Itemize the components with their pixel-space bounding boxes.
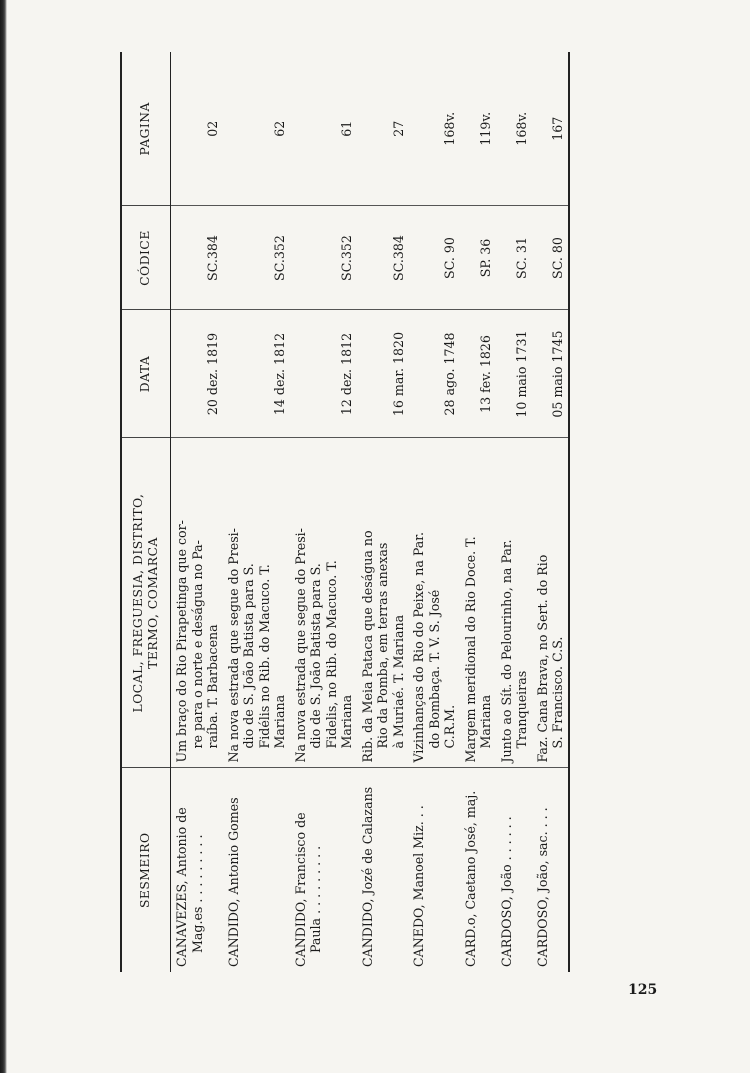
- local-line: Rib. da Meia Pataca que deságua no: [359, 530, 375, 763]
- sesmarias-table: [120, 52, 570, 972]
- header-data: DATA: [121, 310, 171, 438]
- table-row: [460, 52, 496, 972]
- pagina-cell: 61: [290, 52, 357, 206]
- sesmeiro-cell: [460, 768, 496, 972]
- local-cell: [290, 438, 357, 768]
- table-row: [408, 52, 460, 972]
- header-row: [121, 52, 171, 972]
- date-cell: 13 fev. 1826: [460, 310, 496, 438]
- local-cell: [357, 438, 409, 768]
- date-cell: 28 ago. 1748: [408, 310, 460, 438]
- local-line-cont: do Bombaça. T. V. S. José: [426, 589, 442, 749]
- local-cell: [171, 438, 223, 768]
- pagina-cell: 02: [171, 52, 223, 206]
- date-cell: 16 mar. 1820: [357, 310, 409, 438]
- sesmeiro-line: CANDIDO, Jozé de Calazans: [359, 786, 375, 967]
- header-pagina: PAGINA: [121, 52, 171, 206]
- local-cell: [460, 438, 496, 768]
- local-line: Junto ao Sít. do Pelourinho, na Par.: [498, 539, 514, 763]
- sesmeiro-cell: [532, 768, 569, 972]
- date-cell: 14 dez. 1812: [223, 310, 290, 438]
- codice-cell: SC.384: [357, 206, 409, 310]
- pagina-cell: 27: [357, 52, 409, 206]
- sesmeiro-cell: [496, 768, 532, 972]
- local-line-cont: Mariana: [339, 694, 354, 749]
- sesmeiro-cell: [223, 768, 290, 972]
- date-cell: 12 dez. 1812: [290, 310, 357, 438]
- pagina-cell: 168v.: [496, 52, 532, 206]
- sesmeiro-line: CANAVEZES, Antonio de: [174, 807, 189, 967]
- codice-cell: SC.352: [290, 206, 357, 310]
- local-line: Vizinhanças do Rio do Peixe, na Par.: [411, 532, 426, 763]
- page-number: 125: [628, 982, 658, 998]
- local-line-cont: Mariana: [478, 694, 493, 749]
- local-line-cont: S. Francisco. C.S.: [550, 636, 565, 749]
- sesmeiro-line: CANEDO, Manoel Miz. . .: [411, 805, 426, 967]
- date-cell: 20 dez. 1819: [171, 310, 223, 438]
- pagina-cell: 168v.: [408, 52, 460, 206]
- sesmeiro-line: CANDIDO, Francisco de: [292, 812, 308, 967]
- sesmeiro-line: CARD.o, Caetano José, maj.: [462, 790, 478, 967]
- codice-cell: SC. 31: [496, 206, 532, 310]
- header-sesmeiro: SESMEIRO: [121, 768, 171, 972]
- local-line-cont: Fidélis no Rib. do Macuco. T.: [256, 564, 272, 749]
- table-row: [357, 52, 409, 972]
- sesmeiro-line-cont: Mag.es . . . . . . . . .: [189, 834, 205, 953]
- local-line-cont: Fidelis, no Rib. do Macuco. T.: [323, 560, 339, 749]
- codice-cell: SC.352: [223, 206, 290, 310]
- date-cell: 05 maio 1745: [532, 310, 569, 438]
- sesmeiro-line: CANDIDO, Antonio Gomes: [225, 797, 241, 967]
- local-line-cont: Mariana: [272, 694, 287, 749]
- header-local: [121, 438, 171, 768]
- local-cell: [223, 438, 290, 768]
- local-line-cont: C.R.M.: [442, 704, 457, 749]
- sesmeiro-cell: [357, 768, 409, 972]
- codice-cell: SC. 80: [532, 206, 569, 310]
- local-line: Na nova estrada que segue do Presi-: [225, 528, 241, 763]
- sesmeiro-line: CARDOSO, João, sac. . . .: [534, 807, 550, 967]
- pagina-cell: 62: [223, 52, 290, 206]
- rotated-page-content: [120, 52, 650, 972]
- date-cell: 10 maio 1731: [496, 310, 532, 438]
- local-line-cont: re para o norte e deságua no Pa-: [189, 540, 205, 749]
- table-row: [532, 52, 569, 972]
- table-row: [496, 52, 532, 972]
- local-line: Na nova estrada que segue do Presi-: [292, 528, 308, 763]
- local-cell: [496, 438, 532, 768]
- local-line-cont: Tranqueiras: [514, 670, 529, 749]
- local-line: Um braço do Rio Pirapetinga que cor-: [174, 520, 189, 763]
- sesmeiro-cell: [408, 768, 460, 972]
- local-line-cont: à Muriaé. T. Mariana: [390, 614, 406, 749]
- local-cell: [532, 438, 569, 768]
- local-line: Margem meridional do Rio Doce. T.: [462, 536, 478, 763]
- sesmeiro-cell: [290, 768, 357, 972]
- local-line: Faz. Cana Brava, no Sert. do Rio: [534, 554, 550, 763]
- local-line-cont: dio de S. João Batista para S.: [241, 563, 256, 749]
- codice-cell: SC. 90: [408, 206, 460, 310]
- table-row: [223, 52, 290, 972]
- header-codice: CÓDICE: [121, 206, 171, 310]
- local-line-cont: Rio da Pomba, em terras anexas: [375, 542, 390, 749]
- table-row: [171, 52, 223, 972]
- pagina-cell: 119v.: [460, 52, 496, 206]
- codice-cell: SC.384: [171, 206, 223, 310]
- codice-cell: SP. 36: [460, 206, 496, 310]
- table-row: [290, 52, 357, 972]
- book-spine-edge: [0, 0, 7, 1073]
- sesmeiro-line-cont: Paula . . . . . . . . .: [308, 845, 323, 953]
- header-local-line1: LOCAL, FREGUESIA, DISTRITO,: [130, 493, 145, 713]
- pagina-cell: 167: [532, 52, 569, 206]
- sesmeiro-line: CARDOSO, João . . . . . .: [498, 816, 514, 967]
- local-cell: [408, 438, 460, 768]
- sesmeiro-cell: [171, 768, 223, 972]
- local-line-cont: raíba. T. Barbacena: [205, 624, 220, 749]
- local-line-cont: dio de S. João Batista para S.: [308, 563, 323, 749]
- header-local-line2: TERMO, COMARCA: [146, 537, 160, 669]
- rotated-table-container: [120, 52, 650, 972]
